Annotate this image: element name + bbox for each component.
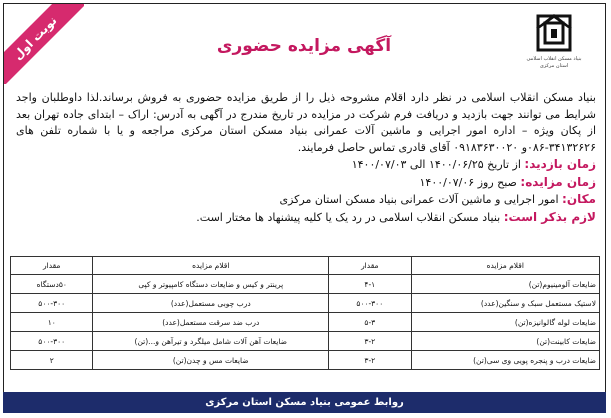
house-emblem-icon xyxy=(534,12,574,54)
table-cell: لاستیک مستعمل سبک و سنگین(عدد) xyxy=(411,294,599,313)
table-cell: ۵۰۰-۳۰۰ xyxy=(329,294,411,313)
table-cell: ضایعات آهن آلات شامل میلگرد و تیرآهن و...(تن) xyxy=(93,332,329,351)
table-row xyxy=(11,332,600,351)
table-cell: درب ضد سرقت مستعمل(عدد) xyxy=(93,313,329,332)
table-header-row xyxy=(11,257,600,275)
place-label: مکان: xyxy=(562,192,596,206)
col-header-amount-1: مقدار xyxy=(329,257,411,275)
table-cell: ضایعات آلومینیوم(تن) xyxy=(411,275,599,294)
visit-time-row xyxy=(16,156,596,174)
col-header-amount-2: مقدار xyxy=(11,257,93,275)
auction-time-row xyxy=(16,174,596,192)
table-row xyxy=(11,351,600,370)
table-row xyxy=(11,275,600,294)
items-table xyxy=(10,256,600,370)
ad-title: آگهی مزایده حضوری xyxy=(216,36,392,56)
note-value: بنیاد مسکن انقلاب اسلامی در رد یک یا کلیه پیشنهاد ها مختار است. xyxy=(196,210,501,224)
intro-paragraph: بنیاد مسکن انقلاب اسلامی در نظر دارد اقلام مشروحه ذیل را از طریق مزایده حضوری به فروش برساند.لذا داوطلبان واجد شرایط می توانند جهت بازدید و دریافت فرم شرکت در مزایده در تاریخ مندرج در آگهی به آدرس: اراک – ابتدای جاده تهران بعد از پکان ویژه – اداره امور اجرایی و ماشین آلات عمرانی بنیاد مسکن استان مرکزی مراجعه و یا با شماره تلفن های ۳۴۱۳۲۶۲۶-۰۸۶و ۰۹۱۸۳۶۳۰۰۲۰ آقای قادری تماس حاصل فرمایند. xyxy=(16,91,596,154)
table-cell: ۵۰۰-۳۰۰ xyxy=(11,294,93,313)
place-value: امور اجرایی و ماشین آلات عمرانی بنیاد مسکن استان مرکزی xyxy=(279,193,559,206)
table-cell: درب چوبی مستعمل(عدد) xyxy=(93,294,329,313)
place-row xyxy=(16,191,596,209)
table-cell: پرینتر و کیس و ضایعات دستگاه کامپیوتر و کپی xyxy=(93,275,329,294)
table-row xyxy=(11,313,600,332)
ribbon-first-round: نوبت اول xyxy=(4,4,84,84)
table-cell: ۳-۲ xyxy=(329,351,411,370)
table-row xyxy=(11,294,600,313)
table-cell: ضایعات مس و چدن(تن) xyxy=(93,351,329,370)
col-header-items-1: اقلام مزایده xyxy=(411,257,599,275)
table-cell: ۱۰ xyxy=(11,313,93,332)
table-cell: ۴-۱ xyxy=(329,275,411,294)
table-cell: ۵۰۰-۳۰۰ xyxy=(11,332,93,351)
col-header-items-2: اقلام مزایده xyxy=(93,257,329,275)
table-cell: ضایعات کابینت(تن) xyxy=(411,332,599,351)
note-label: لازم بذکر است: xyxy=(503,209,596,224)
auction-time-label: زمان مزایده: xyxy=(520,174,596,189)
logo xyxy=(521,12,587,84)
table-cell: ۳-۲ xyxy=(329,332,411,351)
ribbon-corner xyxy=(4,4,84,84)
table-cell: ۲ xyxy=(11,351,93,370)
auction-time-value: صبح روز ۱۴۰۰/۰۷/۰۶ xyxy=(419,175,517,189)
table-cell: ۵-۳ xyxy=(329,313,411,332)
ad-body xyxy=(16,90,596,226)
logo-caption: بنیاد مسکن انقلاب اسلامی استان مرکزی xyxy=(526,56,582,69)
table-cell: ضایعات درب و پنجره پویی وی سی(تن) xyxy=(411,351,599,370)
table-cell: ۵۰دستگاه xyxy=(11,275,93,294)
table-cell: ضایعات لوله گالوانیزه(تن) xyxy=(411,313,599,332)
footer-public-relations: روابط عمومی بنیاد مسکن استان مرکزی xyxy=(3,392,606,413)
note-row xyxy=(16,209,596,227)
visit-time-label: زمان بازدید: xyxy=(524,157,596,171)
visit-time-value: از تاریخ ۱۴۰۰/۰۶/۲۵ الی ۱۴۰۰/۰۷/۰۳ xyxy=(351,158,521,171)
